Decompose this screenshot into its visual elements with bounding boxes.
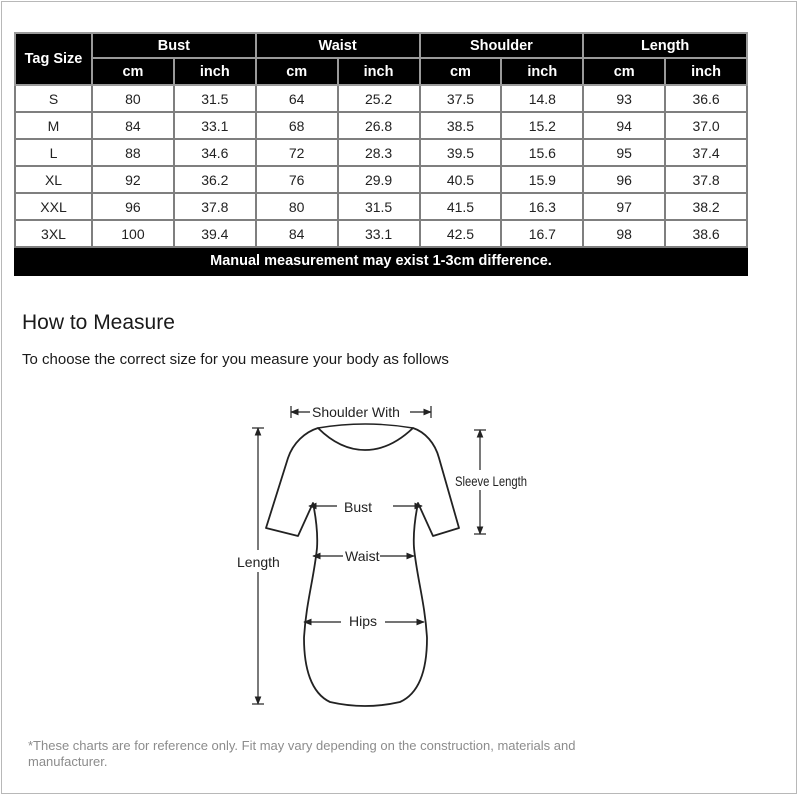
measurement-cell: 100 [92, 220, 174, 247]
bust-label: Bust [344, 499, 373, 515]
measurement-cell: 68 [256, 112, 338, 139]
table-row [15, 139, 747, 166]
measurement-cell: 98 [583, 220, 665, 247]
measurement-cell: 29.9 [338, 166, 420, 193]
measurement-cell: 42.5 [420, 220, 502, 247]
size-table-body [15, 85, 747, 247]
tag-size-cell: XL [15, 166, 92, 193]
measurement-cell: 38.6 [665, 220, 747, 247]
measurement-cell: 84 [256, 220, 338, 247]
measurement-cell: 80 [256, 193, 338, 220]
measurement-cell: 84 [92, 112, 174, 139]
length-label: Length [237, 554, 280, 570]
dress-measurement-diagram [225, 398, 545, 718]
waist-label: Waist [345, 548, 380, 564]
waist-header: Waist [256, 33, 420, 58]
measurement-cell: 95 [583, 139, 665, 166]
unit-header: cm [92, 58, 174, 85]
measurement-cell: 34.6 [174, 139, 256, 166]
size-chart-table [14, 32, 748, 276]
tag-size-cell: XXL [15, 193, 92, 220]
measurement-cell: 64 [256, 85, 338, 112]
hips-label: Hips [349, 613, 378, 629]
measurement-cell: 36.2 [174, 166, 256, 193]
tag-size-header: Tag Size [15, 33, 92, 85]
table-row [15, 220, 747, 247]
table-row [15, 193, 747, 220]
table-row [15, 166, 747, 193]
measurement-cell: 93 [583, 85, 665, 112]
tag-size-cell: M [15, 112, 92, 139]
shoulder-label: Shoulder With [312, 404, 400, 420]
measurement-cell: 80 [92, 85, 174, 112]
tag-size-cell: S [15, 85, 92, 112]
measurement-cell: 26.8 [338, 112, 420, 139]
dress-outline [266, 428, 459, 706]
table-row [15, 85, 747, 112]
measurement-cell: 37.8 [174, 193, 256, 220]
sleeve-length-label: Sleeve Length [455, 473, 527, 489]
measurement-cell: 38.2 [665, 193, 747, 220]
bust-header: Bust [92, 33, 256, 58]
measurement-cell: 92 [92, 166, 174, 193]
measurement-cell: 36.6 [665, 85, 747, 112]
how-to-measure-heading: How to Measure [22, 311, 175, 334]
table-row [15, 112, 747, 139]
measurement-note: Manual measurement may exist 1-3cm difference. [15, 247, 747, 275]
tag-size-cell: L [15, 139, 92, 166]
measurement-cell: 96 [92, 193, 174, 220]
measurement-cell: 97 [583, 193, 665, 220]
measurement-cell: 15.6 [501, 139, 583, 166]
unit-header: inch [501, 58, 583, 85]
unit-header: inch [665, 58, 747, 85]
unit-header: inch [174, 58, 256, 85]
how-to-measure-instructions: To choose the correct size for you measure your body as follows [22, 351, 449, 368]
measurement-cell: 25.2 [338, 85, 420, 112]
measurement-cell: 28.3 [338, 139, 420, 166]
unit-header: inch [338, 58, 420, 85]
measurement-cell: 39.4 [174, 220, 256, 247]
measurement-cell: 38.5 [420, 112, 502, 139]
measurement-cell: 96 [583, 166, 665, 193]
unit-header: cm [256, 58, 338, 85]
measurement-cell: 37.5 [420, 85, 502, 112]
measurement-cell: 33.1 [338, 220, 420, 247]
measurement-cell: 15.2 [501, 112, 583, 139]
measurement-cell: 41.5 [420, 193, 502, 220]
measurement-cell: 94 [583, 112, 665, 139]
table-header-groups [15, 33, 747, 58]
measurement-cell: 31.5 [174, 85, 256, 112]
measurement-cell: 16.7 [501, 220, 583, 247]
unit-header: cm [420, 58, 502, 85]
measurement-cell: 72 [256, 139, 338, 166]
length-header: Length [583, 33, 747, 58]
measurement-cell: 15.9 [501, 166, 583, 193]
measurement-cell: 88 [92, 139, 174, 166]
tag-size-cell: 3XL [15, 220, 92, 247]
measurement-cell: 76 [256, 166, 338, 193]
measurement-cell: 33.1 [174, 112, 256, 139]
measurement-cell: 37.4 [665, 139, 747, 166]
neckline [318, 424, 413, 428]
reference-disclaimer: *These charts are for reference only. Fit may vary depending on the construction, materials and manufacturer. [28, 738, 576, 769]
measurement-cell: 16.3 [501, 193, 583, 220]
measurement-cell: 31.5 [338, 193, 420, 220]
measurement-cell: 37.0 [665, 112, 747, 139]
measurement-cell: 14.8 [501, 85, 583, 112]
measurement-cell: 40.5 [420, 166, 502, 193]
measurement-cell: 39.5 [420, 139, 502, 166]
shoulder-header: Shoulder [420, 33, 584, 58]
unit-header: cm [583, 58, 665, 85]
measurement-cell: 37.8 [665, 166, 747, 193]
table-header-units [15, 58, 747, 85]
